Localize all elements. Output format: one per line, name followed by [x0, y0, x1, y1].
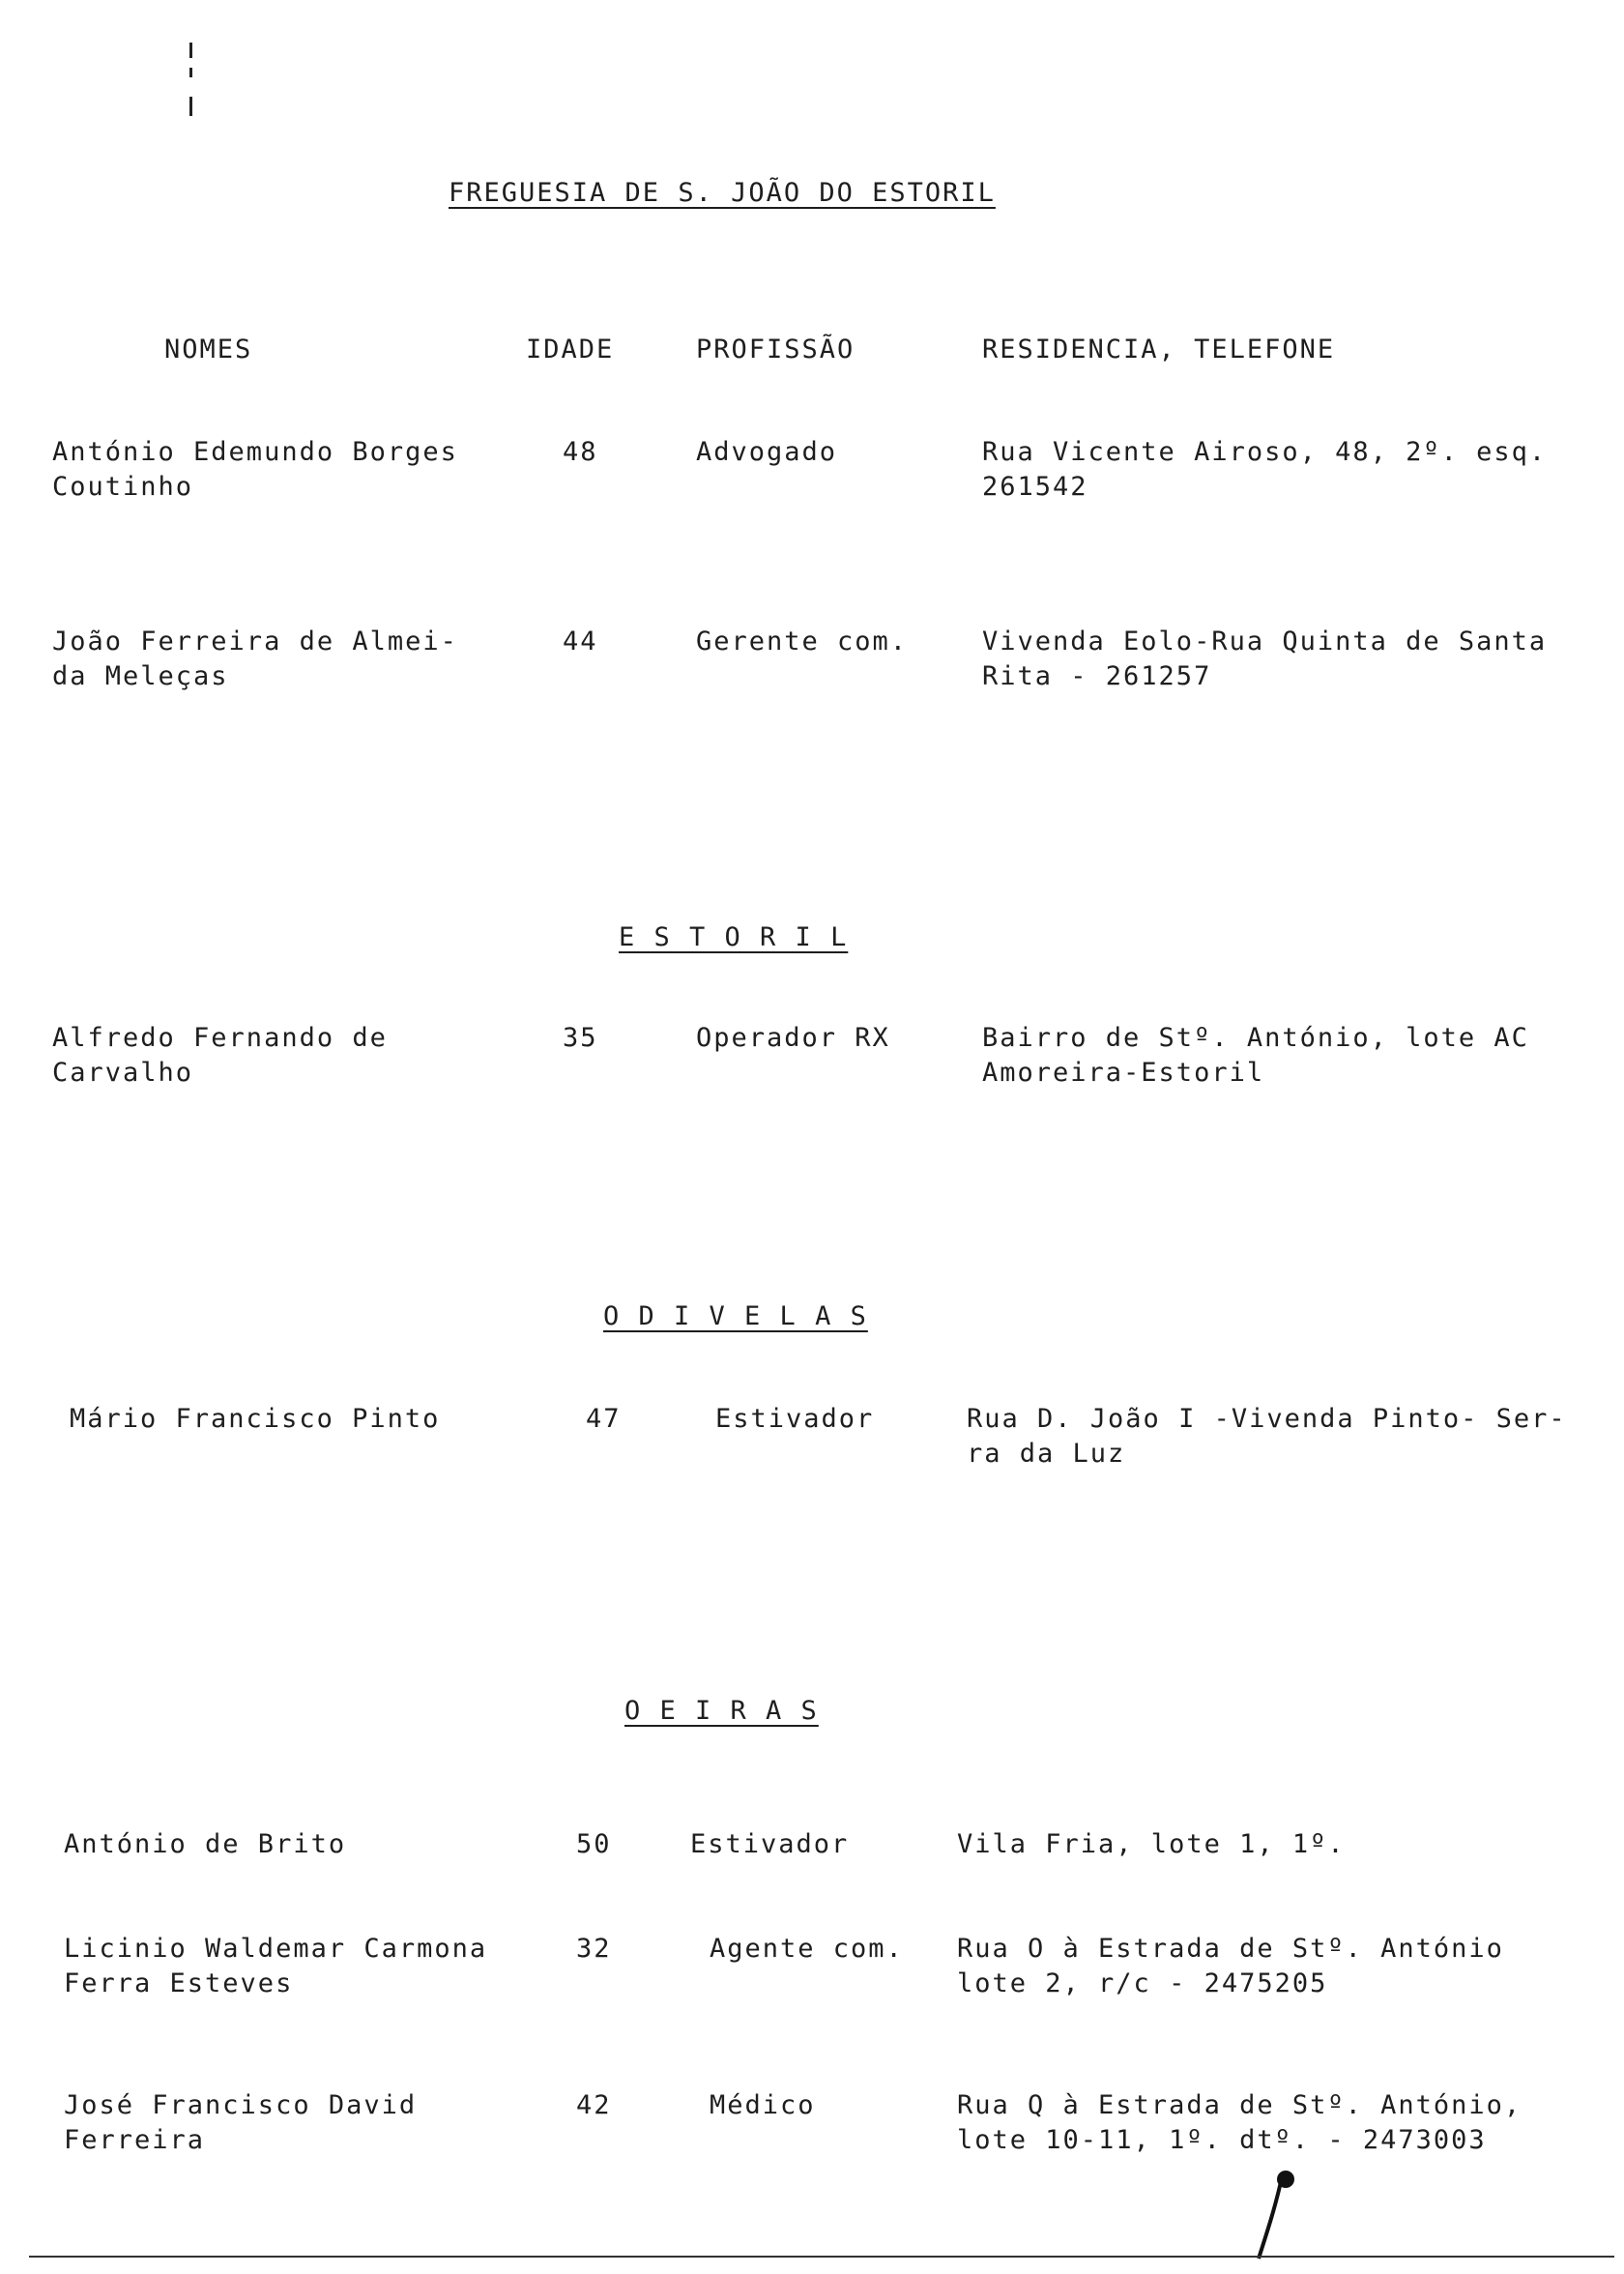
entry-residence: Rua O à Estrada de Stº. António lote 2, r/c - 2475205 — [957, 1934, 1504, 1998]
entry-age: 44 — [563, 627, 598, 656]
entry-age: 47 — [586, 1404, 622, 1434]
entry-age: 50 — [576, 1829, 612, 1859]
entry-residence: Vila Fria, lote 1, 1º. — [957, 1829, 1346, 1859]
entry-profession: Operador RX — [696, 1023, 890, 1053]
scan-mark — [189, 68, 192, 77]
header-profession: PROFISSÃO — [696, 335, 856, 364]
entry-name: Alfredo Fernando de Carvalho — [52, 1023, 388, 1088]
header-age: IDADE — [526, 335, 615, 364]
entry-profession: Estivador — [690, 1829, 850, 1859]
entry-residence: Vivenda Eolo-Rua Quinta de Santa Rita - 261257 — [982, 627, 1548, 691]
entry-residence: Rua Vicente Airoso, 48, 2º. esq. 261542 — [982, 437, 1548, 502]
scan-mark — [189, 97, 192, 116]
scan-mark — [189, 43, 192, 58]
section-title: O E I R A S — [624, 1696, 819, 1726]
entry-profession: Médico — [710, 2090, 816, 2120]
page-divider — [29, 2256, 1614, 2258]
entry-name: Licinio Waldemar Carmona Ferra Esteves — [64, 1934, 488, 1998]
header-names: NOMES — [164, 335, 253, 364]
entry-profession: Advogado — [696, 437, 838, 467]
entry-name: António Edemundo Borges Coutinho — [52, 437, 458, 502]
entry-profession: Estivador — [715, 1404, 875, 1434]
entry-residence: Rua D. João I -Vivenda Pinto- Ser- ra da Luz — [967, 1404, 1567, 1469]
entry-residence: Rua Q à Estrada de Stº. António, lote 10-11, 1º. dtº. - 2473003 — [957, 2090, 1522, 2155]
page-title: FREGUESIA DE S. JOÃO DO ESTORIL — [449, 178, 996, 208]
header-residence: RESIDENCIA, TELEFONE — [982, 335, 1336, 364]
entry-age: 42 — [576, 2090, 612, 2120]
entry-age: 48 — [563, 437, 598, 467]
entry-name: José Francisco David Ferreira — [64, 2090, 418, 2155]
entry-age: 32 — [576, 1934, 612, 1964]
entry-profession: Gerente com. — [696, 627, 909, 656]
section-title: E S T O R I L — [619, 922, 849, 952]
entry-name: António de Brito — [64, 1829, 347, 1859]
entry-name: João Ferreira de Almei- da Meleças — [52, 627, 458, 691]
entry-name: Mário Francisco Pinto — [70, 1404, 441, 1434]
handwritten-mark — [1247, 2166, 1305, 2262]
entry-age: 35 — [563, 1023, 598, 1053]
entry-residence: Bairro de Stº. António, lote AC Amoreira-Estoril — [982, 1023, 1529, 1088]
entry-profession: Agente com. — [710, 1934, 904, 1964]
section-title: O D I V E L A S — [603, 1301, 868, 1331]
